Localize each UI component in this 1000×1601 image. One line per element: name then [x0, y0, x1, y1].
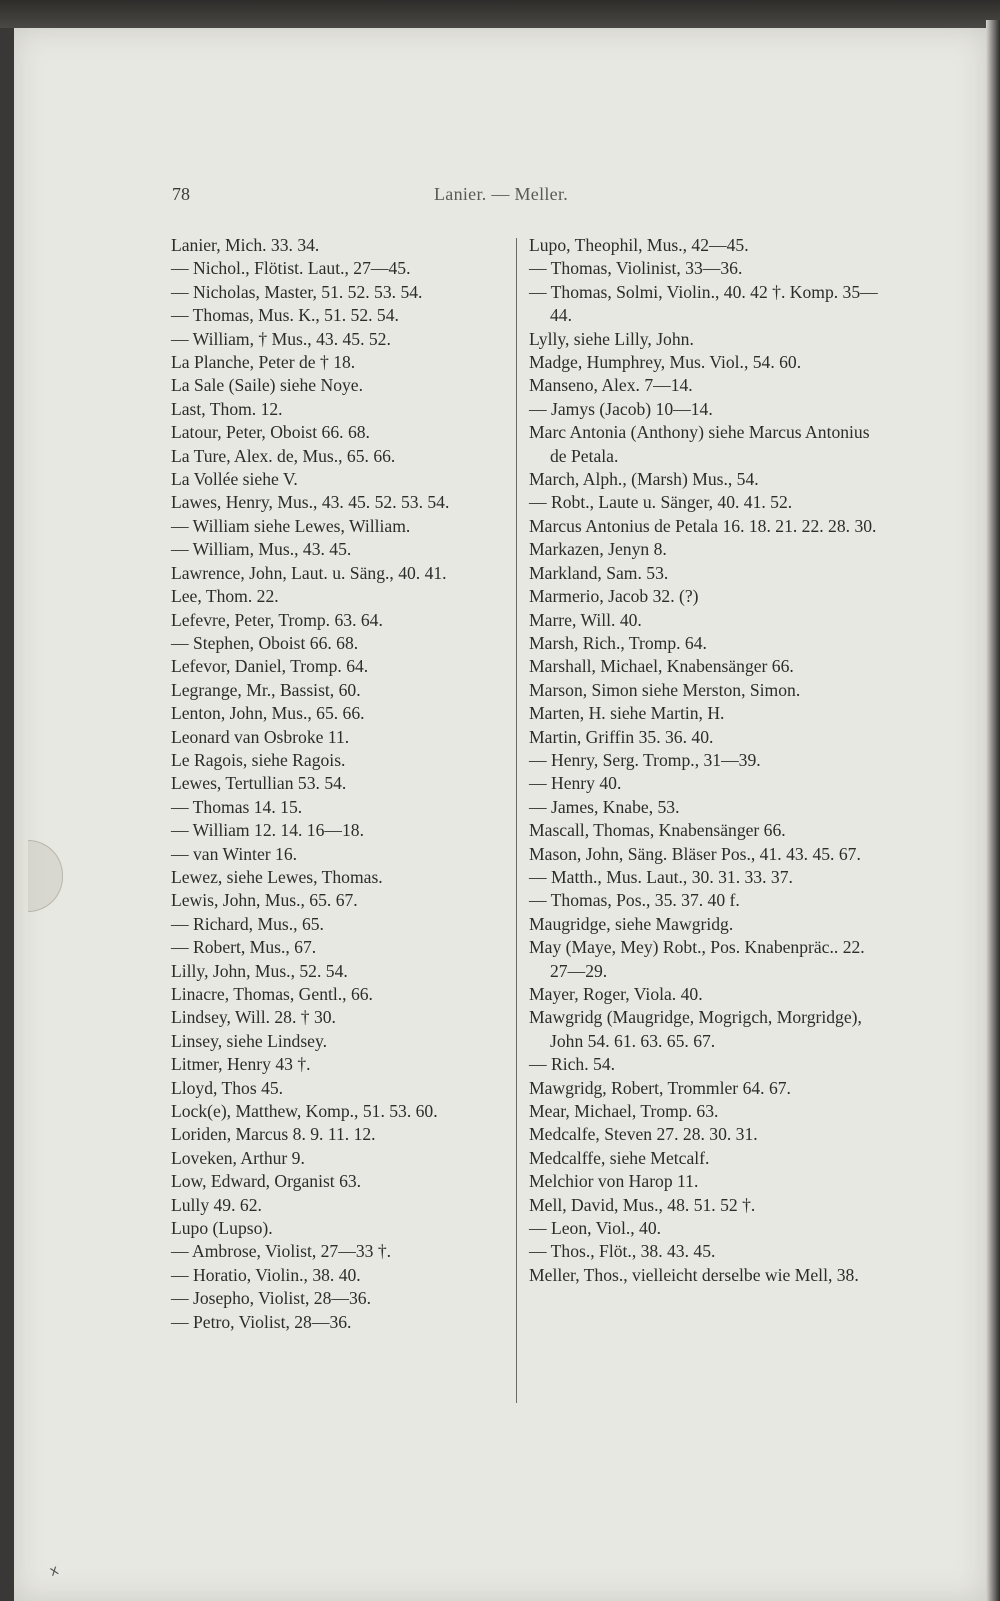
index-entry: — William siehe Lewes, William. — [171, 515, 411, 536]
index-entry: — Thomas, Solmi, Violin., 40. 42 †. Komp. 35—44. — [529, 281, 878, 326]
index-entry: — Jamys (Jacob) 10—14. — [529, 398, 713, 419]
index-entry: — Thomas, Pos., 35. 37. 40 f. — [529, 890, 740, 911]
index-entry: Lefevre, Peter, Tromp. 63. 64. — [171, 609, 383, 630]
index-column-right — [529, 234, 881, 1287]
index-entry: Lloyd, Thos 45. — [171, 1077, 284, 1098]
index-column-left — [171, 234, 516, 1334]
index-entry: Lewez, siehe Lewes, Thomas. — [171, 866, 383, 887]
index-entry: Marsh, Rich., Tromp. 64. — [529, 632, 707, 653]
index-entry: Martin, Griffin 35. 36. 40. — [529, 726, 714, 747]
index-entry: Leonard van Osbroke 11. — [171, 726, 350, 747]
index-entry: Melchior von Harop 11. — [529, 1171, 699, 1192]
index-entry: Mawgridg (Maugridge, Mogrigch, Morgridge), John 54. 61. 63. 65. 67. — [529, 1007, 862, 1051]
corner-pencil-mark: x — [47, 1562, 61, 1580]
index-entry: La Planche, Peter de † 18. — [171, 352, 356, 373]
index-entry: Meller, Thos., vielleicht derselbe wie Mell, 38. — [529, 1264, 859, 1285]
index-entry: — William 12. 14. 16—18. — [171, 820, 364, 841]
index-entry: Markazen, Jenyn 8. — [529, 539, 667, 560]
index-entry: Low, Edward, Organist 63. — [171, 1171, 362, 1192]
index-entry: Mayer, Roger, Viola. 40. — [529, 984, 703, 1004]
index-entry: — Horatio, Violin., 38. 40. — [171, 1264, 361, 1285]
index-entry: La Sale (Saile) siehe Noye. — [171, 375, 363, 396]
index-entry: Lewes, Tertullian 53. 54. — [171, 773, 347, 794]
index-entry: Lawes, Henry, Mus., 43. 45. 52. 53. 54. — [171, 492, 450, 513]
index-entry: Mawgridg, Robert, Trommler 64. 67. — [529, 1077, 791, 1098]
index-entry: Lilly, John, Mus., 52. 54. — [171, 960, 348, 981]
index-entry: Litmer, Henry 43 †. — [171, 1054, 311, 1075]
index-entry: Linsey, siehe Lindsey. — [171, 1030, 328, 1051]
page-number: 78 — [172, 184, 190, 204]
index-entry: La Vollée siehe V. — [171, 469, 298, 490]
index-entry: Lupo (Lupso). — [171, 1218, 273, 1239]
page-header — [14, 184, 986, 214]
index-entry: Lefevor, Daniel, Tromp. 64. — [171, 656, 369, 677]
index-entry: — Thos., Flöt., 38. 43. 45. — [529, 1241, 716, 1262]
index-entry: — Thomas 14. 15. — [171, 796, 303, 817]
index-entry: Loveken, Arthur 9. — [171, 1147, 305, 1168]
page-stain — [28, 840, 63, 912]
index-entry: Legrange, Mr., Bassist, 60. — [171, 679, 361, 700]
index-entry: — Stephen, Oboist 66. 68. — [171, 632, 359, 653]
index-entry: Le Ragois, siehe Ragois. — [171, 749, 346, 770]
scan-border-right — [986, 20, 1000, 1601]
index-entry: May (Maye, Mey) Robt., Pos. Knabenpräc.. 22. 27—29. — [529, 937, 865, 981]
index-entry: Lully 49. 62. — [171, 1194, 262, 1215]
index-entry: Marten, H. siehe Martin, H. — [529, 703, 725, 724]
book-page — [14, 28, 986, 1601]
index-entry: — Richard, Mus., 65. — [171, 913, 324, 934]
index-entry: — Leon, Viol., 40. — [529, 1218, 662, 1239]
index-entry: — Nicholas, Master, 51. 52. 53. 54. — [171, 281, 423, 302]
index-entry: — Henry 40. — [529, 773, 622, 794]
index-entry: — Josepho, Violist, 28—36. — [171, 1288, 371, 1309]
index-entry: Lanier, Mich. 33. 34. — [171, 235, 320, 255]
index-entry: — van Winter 16. — [171, 843, 298, 864]
running-head: Lanier. — Meller. — [434, 184, 569, 204]
index-entry: March, Alph., (Marsh) Mus., 54. — [529, 469, 759, 490]
index-entry: Lock(e), Matthew, Komp., 51. 53. 60. — [171, 1101, 438, 1122]
index-entry: — William, Mus., 43. 45. — [171, 539, 352, 560]
index-entry: Lenton, John, Mus., 65. 66. — [171, 703, 365, 724]
index-entry: Medcalffe, siehe Metcalf. — [529, 1147, 710, 1168]
index-entry: Marmerio, Jacob 32. (?) — [529, 586, 699, 607]
index-entry: — Robt., Laute u. Sänger, 40. 41. 52. — [529, 492, 793, 513]
index-entry: Mell, David, Mus., 48. 51. 52 †. — [529, 1194, 756, 1215]
index-entry: Linacre, Thomas, Gentl., 66. — [171, 984, 373, 1004]
index-entry: Mason, John, Säng. Bläser Pos., 41. 43. 45. 67. — [529, 843, 861, 864]
index-entry: Markland, Sam. 53. — [529, 562, 669, 583]
index-entry: Lee, Thom. 22. — [171, 586, 279, 607]
index-entry: — Matth., Mus. Laut., 30. 31. 33. 37. — [529, 866, 793, 887]
index-entry: Madge, Humphrey, Mus. Viol., 54. 60. — [529, 352, 802, 373]
index-entry: — Henry, Serg. Tromp., 31—39. — [529, 749, 761, 770]
index-entry: Lylly, siehe Lilly, John. — [529, 328, 694, 349]
index-entry: Marcus Antonius de Petala 16. 18. 21. 22. 28. 30. — [529, 515, 877, 536]
index-entry: Lindsey, Will. 28. † 30. — [171, 1007, 336, 1028]
scan-border-top — [0, 0, 1000, 28]
index-entry: — Ambrose, Violist, 27—33 †. — [171, 1241, 392, 1262]
index-entry: Manseno, Alex. 7—14. — [529, 375, 693, 396]
index-entry: — William, † Mus., 43. 45. 52. — [171, 328, 391, 349]
index-entry: Lewis, John, Mus., 65. 67. — [171, 890, 358, 911]
index-entry: — Nichol., Flötist. Laut., 27—45. — [171, 258, 411, 279]
index-entry: — Petro, Violist, 28—36. — [171, 1311, 352, 1332]
index-entry: Medcalfe, Steven 27. 28. 30. 31. — [529, 1124, 758, 1145]
column-divider — [516, 238, 517, 1403]
index-entry: — James, Knabe, 53. — [529, 796, 680, 817]
index-entry: — Thomas, Mus. K., 51. 52. 54. — [171, 305, 399, 326]
index-entry: — Thomas, Violinist, 33—36. — [529, 258, 743, 279]
index-entry: — Rich. 54. — [529, 1054, 616, 1075]
index-entry: Marc Antonia (Anthony) siehe Marcus Antonius de Petala. — [529, 422, 870, 466]
index-entry: Lawrence, John, Laut. u. Säng., 40. 41. — [171, 562, 447, 583]
index-entry: Lupo, Theophil, Mus., 42—45. — [529, 235, 749, 255]
index-entry: Latour, Peter, Oboist 66. 68. — [171, 422, 370, 443]
index-entry: — Robert, Mus., 67. — [171, 937, 317, 958]
index-entry: Mear, Michael, Tromp. 63. — [529, 1101, 719, 1122]
index-entry: Marre, Will. 40. — [529, 609, 642, 630]
index-entry: Marshall, Michael, Knabensänger 66. — [529, 656, 794, 677]
index-entry: Mascall, Thomas, Knabensänger 66. — [529, 820, 786, 841]
index-entry: Marson, Simon siehe Merston, Simon. — [529, 679, 801, 700]
index-entry: La Ture, Alex. de, Mus., 65. 66. — [171, 445, 396, 466]
index-entry: Loriden, Marcus 8. 9. 11. 12. — [171, 1124, 376, 1145]
index-entry: Maugridge, siehe Mawgridg. — [529, 913, 734, 934]
index-entry: Last, Thom. 12. — [171, 398, 283, 419]
